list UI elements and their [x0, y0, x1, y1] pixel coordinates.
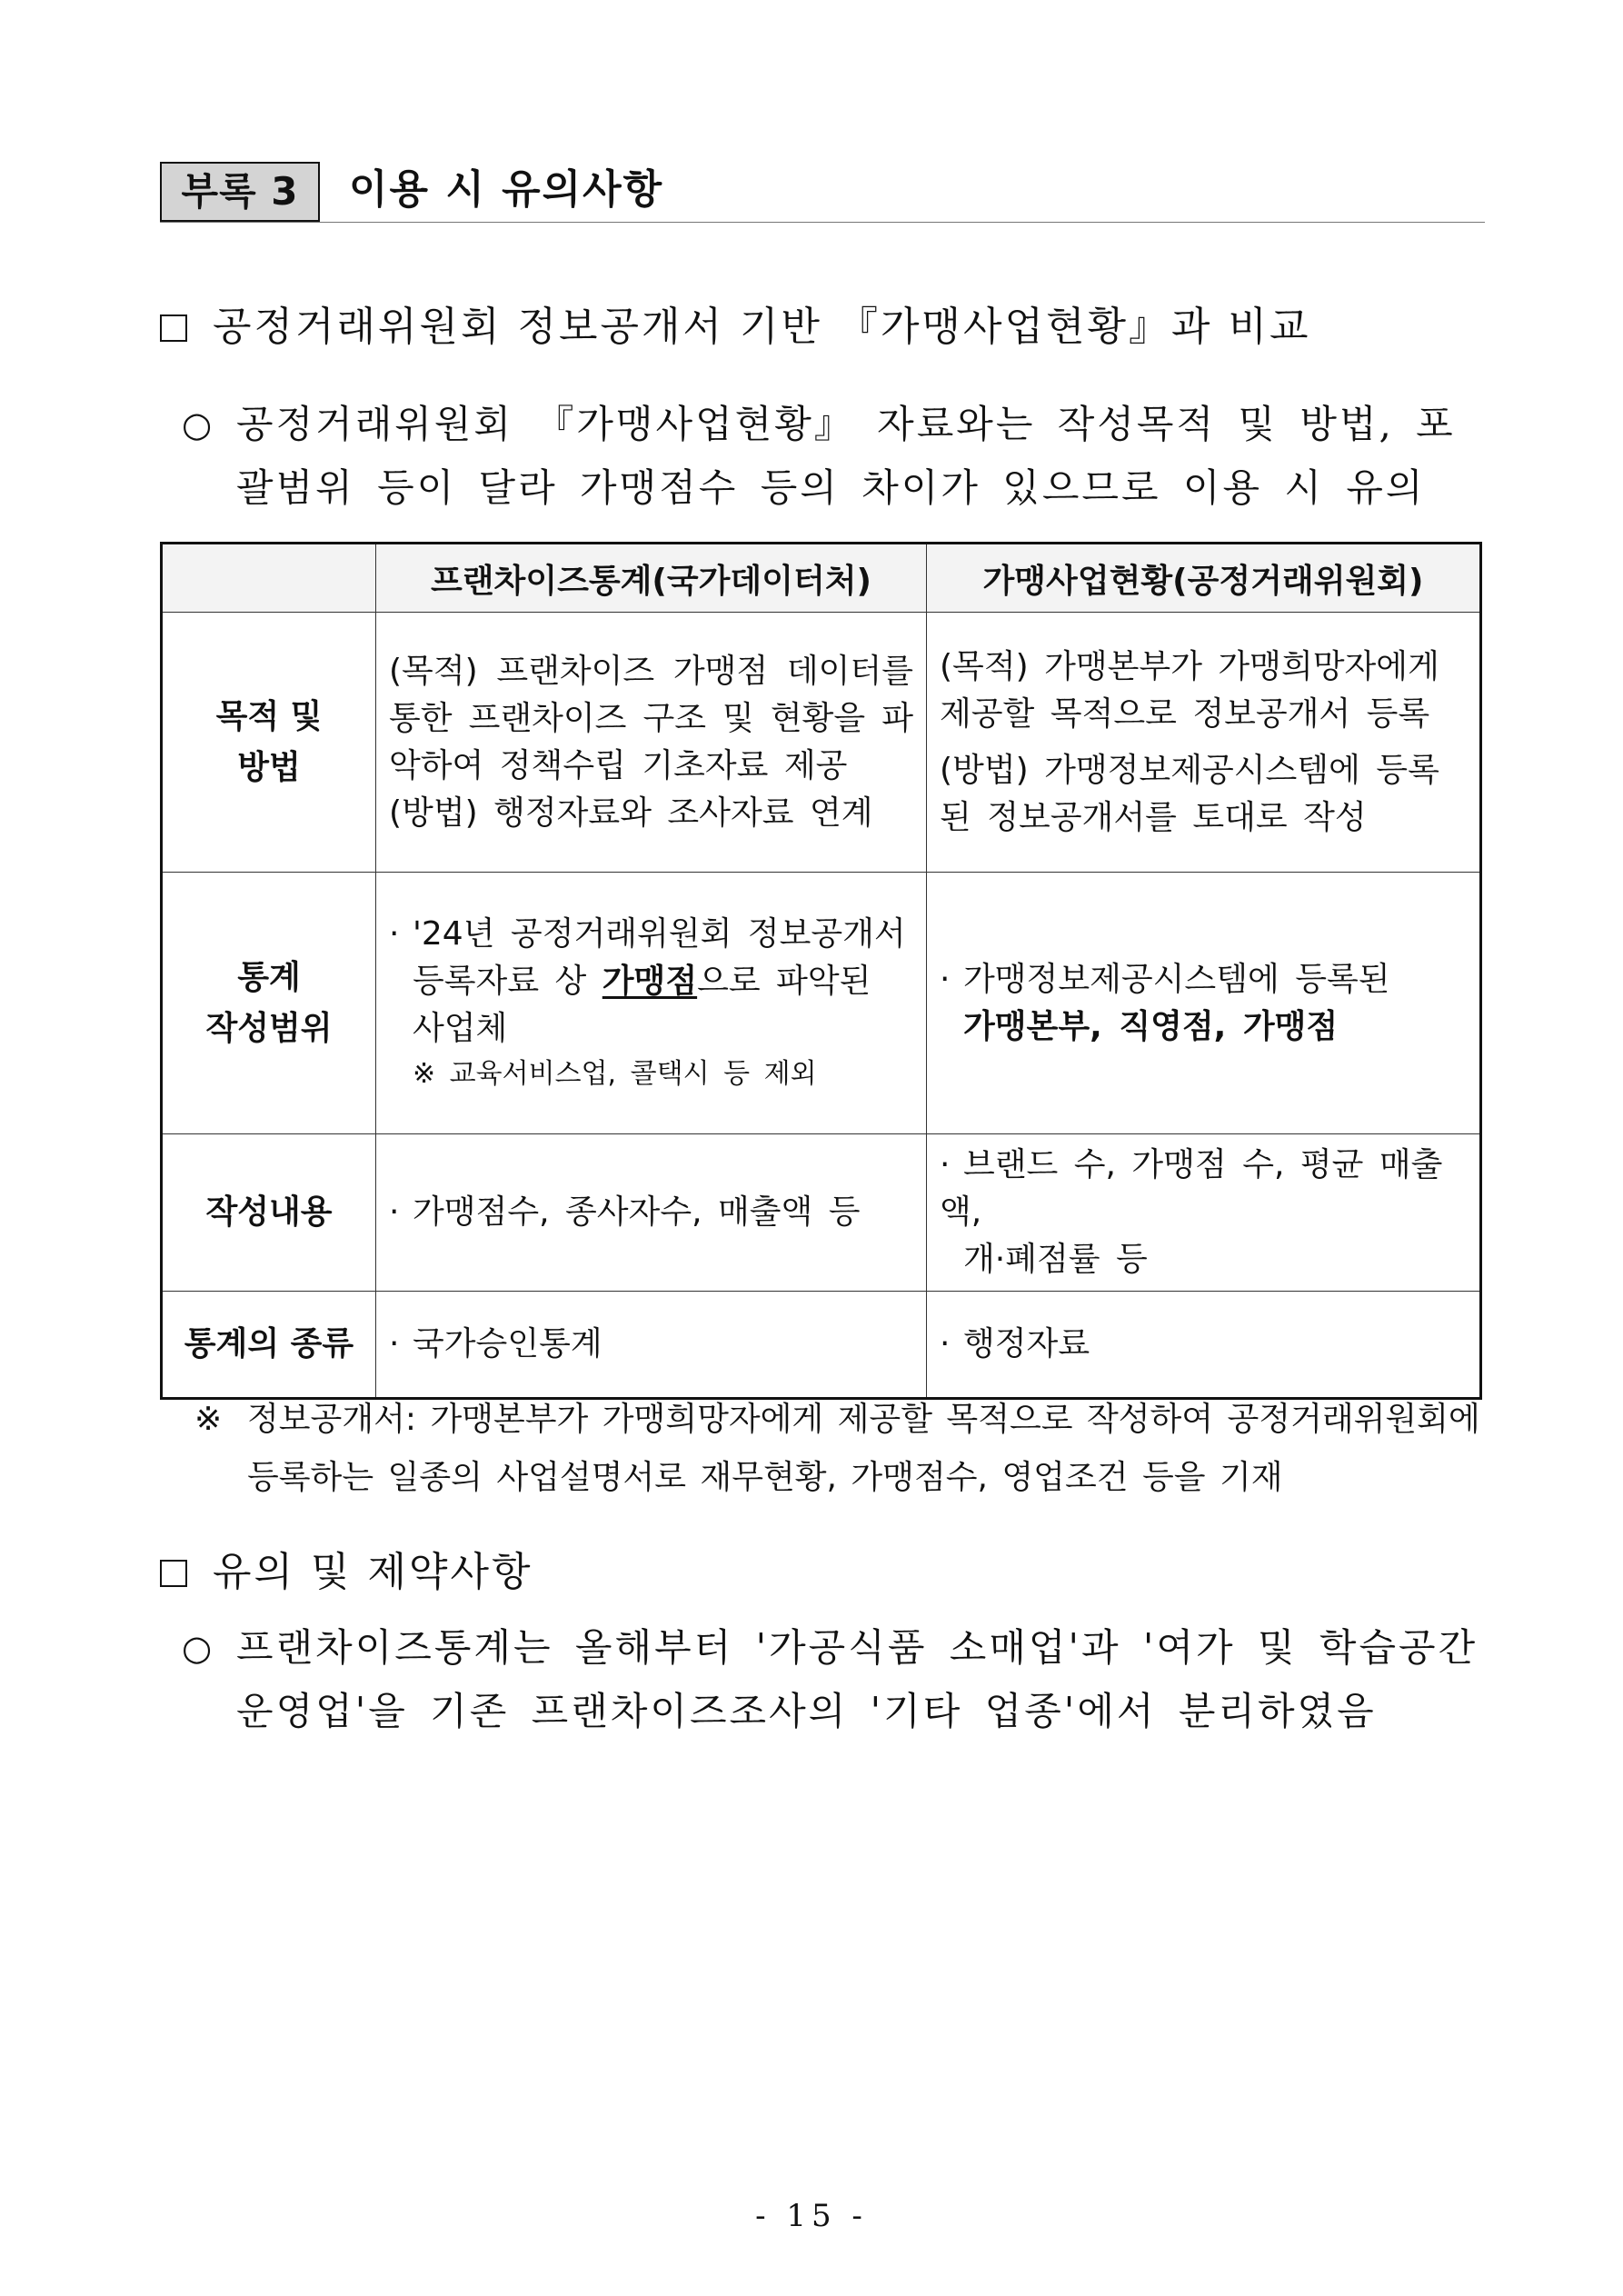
dot-bullet-icon: · — [940, 1146, 951, 1183]
bullet-text: 프랜차이즈통계는 올해부터 '가공식품 소매업'과 '여가 및 학습공간 운영업'을 기존 프랜차이즈조사의 '기타 업종'에서 분리하였음 — [236, 1625, 1479, 1733]
comparison-table — [160, 542, 1482, 1400]
appendix-label: 부록 3 — [160, 162, 320, 222]
dot-bullet-icon: · — [940, 960, 951, 998]
section-heading-text: 공정거래위원회 정보공개서 기반 『가맹사업현황』과 비교 — [213, 304, 1311, 350]
dot-bullet-icon: · — [389, 914, 400, 953]
col-head-franchise-status: 가맹사업현황(공정거래위원회) — [927, 544, 1481, 613]
table-row-scope — [162, 873, 1481, 1134]
cell-content-stats — [376, 1134, 927, 1292]
cell-paragraph: (목적) 프랜차이즈 가맹점 데이터를 통한 프랜차이즈 구조 및 현황을 파악하여 정책수립 기초자료 제공 — [389, 652, 913, 784]
dot-bullet-icon: · — [389, 1325, 400, 1363]
header-rule — [160, 222, 1485, 223]
cell-paragraph: (목적) 가맹본부가 가맹희망자에게 제공할 목적으로 정보공개서 등록 — [940, 647, 1439, 733]
bullet-caveats — [182, 1616, 1490, 1743]
cell-kind-stats — [376, 1292, 927, 1399]
list-item — [389, 911, 913, 958]
table-corner-cell — [162, 544, 376, 613]
checkbox-icon — [160, 1560, 187, 1587]
circle-bullet-icon: ○ — [182, 1628, 215, 1668]
footnote-text: 정보공개서: 가맹본부가 가맹희망자에게 제공할 목적으로 작성하여 공정거래위원회에 등록하는 일종의 사업설명서로 재무현황, 가맹점수, 영업조건 등을 기재 — [247, 1401, 1480, 1496]
dot-bullet-icon: · — [940, 1325, 951, 1363]
cell-line: 가맹정보제공시스템에 등록된 — [963, 960, 1390, 998]
list-item — [940, 1142, 1467, 1236]
table-row-purpose — [162, 613, 1481, 873]
cell-paragraph: (방법) 가맹정보제공시스템에 등록된 정보공개서를 토대로 작성 — [940, 751, 1439, 836]
exclusion-note: ※ 교육서비스업, 콜택시 등 제외 — [413, 1057, 817, 1090]
bullet-text: 공정거래위원회 『가맹사업현황』 자료와는 작성목적 및 방법, 포괄범위 등이 달라 가맹점수 등의 차이가 있으므로 이용 시 유의 — [236, 402, 1456, 510]
row-head-line: 작성범위 — [205, 1009, 333, 1047]
row-head-content: 작성내용 — [162, 1134, 376, 1292]
row-head-line: 통계 — [237, 958, 301, 996]
cell-line: 가맹점수, 종사자수, 매출액 등 — [413, 1193, 861, 1231]
cell-line: 으로 파악된 사업체 — [413, 962, 871, 1047]
cell-paragraph: (방법) 행정자료와 조사자료 연계 — [389, 794, 873, 832]
cell-line: 개·폐점률 등 — [963, 1241, 1148, 1278]
cell-line: 브랜드 수, 가맹점 수, 평균 매출액, — [940, 1146, 1443, 1231]
section-heading-comparison — [160, 300, 1311, 354]
appendix-header — [160, 162, 1485, 224]
table-row-kind — [162, 1292, 1481, 1399]
cell-line: '24년 공정거래위원회 정보공개서 — [413, 914, 906, 953]
cell-line: 등록자료 상 — [413, 962, 602, 1000]
table-footnote — [194, 1391, 1485, 1507]
checkbox-icon — [160, 314, 187, 342]
circle-bullet-icon: ○ — [182, 404, 215, 444]
table-header-row — [162, 544, 1481, 613]
cell-kind-status — [927, 1292, 1481, 1399]
row-head-purpose — [162, 613, 376, 873]
dot-bullet-icon: · — [389, 1193, 400, 1231]
appendix-title: 이용 시 유의사항 — [349, 166, 664, 213]
cell-line-bold: 가맹본부, 직영점, 가맹점 — [963, 1007, 1339, 1045]
row-head-scope — [162, 873, 376, 1134]
row-head-text: 목적 및 방법 — [215, 697, 323, 786]
section-heading-caveats — [160, 1545, 533, 1600]
cell-content-status — [927, 1134, 1481, 1292]
reference-mark-icon: ※ — [194, 1401, 223, 1438]
cell-line: 행정자료 — [963, 1325, 1090, 1363]
cell-scope-status — [927, 873, 1481, 1134]
cell-line-wrap — [389, 958, 913, 1053]
table-row-content — [162, 1134, 1481, 1292]
col-head-franchise-stats: 프랜차이즈통계(국가데이터처) — [376, 544, 927, 613]
cell-purpose-status — [927, 613, 1481, 873]
cell-scope-stats — [376, 873, 927, 1134]
cell-line: 국가승인통계 — [413, 1325, 602, 1363]
row-head-kind: 통계의 종류 — [162, 1292, 376, 1399]
section-heading-text: 유의 및 제약사항 — [213, 1549, 533, 1595]
page-number: - 15 - — [755, 2198, 868, 2234]
list-item — [940, 956, 1467, 1003]
cell-purpose-stats — [376, 613, 927, 873]
emphasis-franchise-store: 가맹점 — [602, 962, 698, 1000]
bullet-comparison — [182, 393, 1490, 520]
